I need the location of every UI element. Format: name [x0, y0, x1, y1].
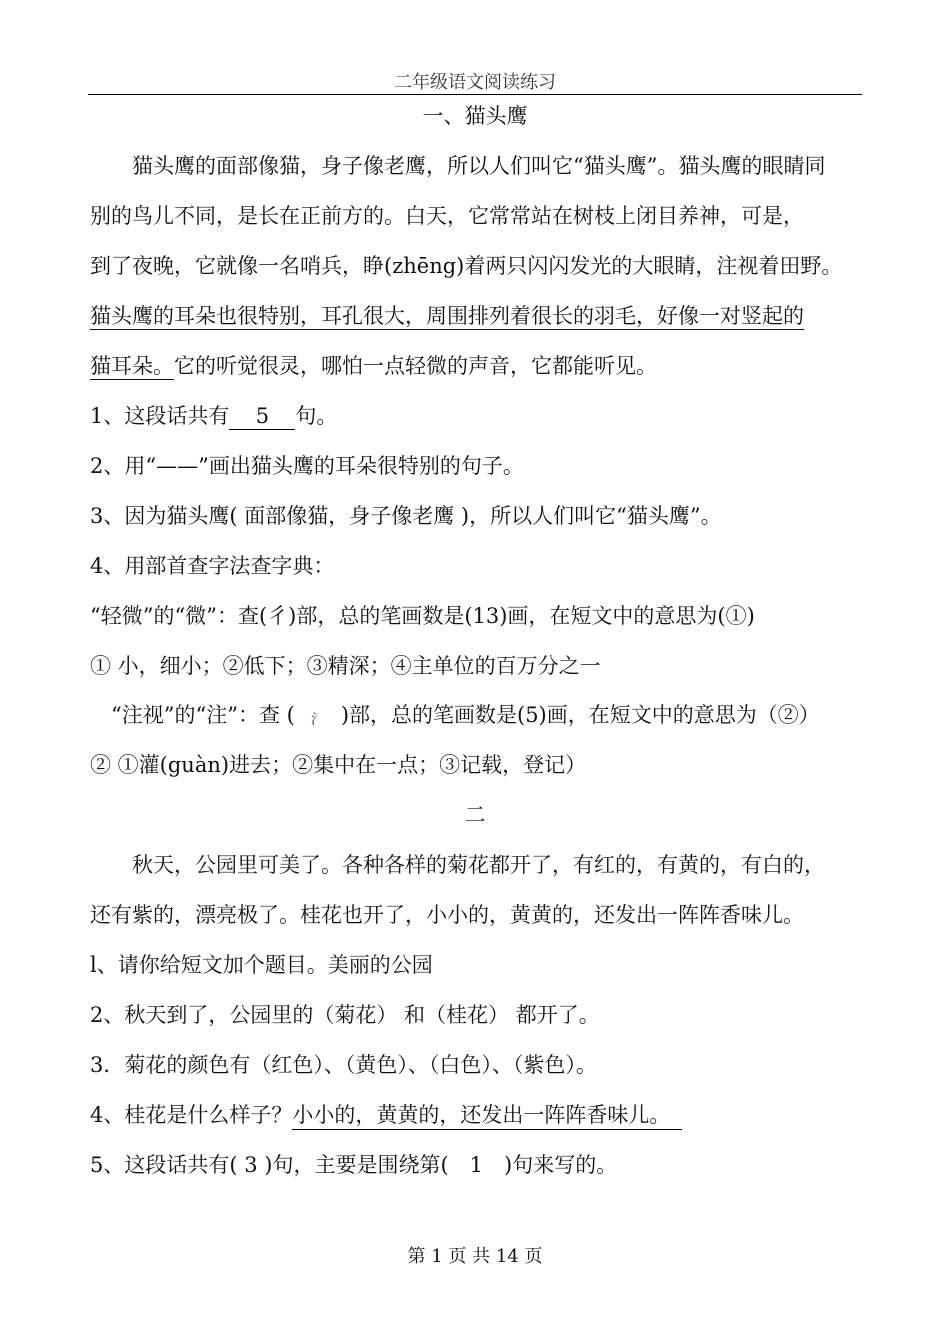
- question1-4b: [90, 700, 862, 735]
- passage1-line-3: 到了夜晚，它就像一名哨兵，睁(zhēng)着两只闪闪发光的大眼睛，注视着田野。: [90, 254, 843, 278]
- question1-1-prefix: 1、这段话共有: [90, 404, 230, 428]
- answer-blank: 5: [229, 403, 295, 430]
- question2-4-answer: 小小的，黄黄的，还发出一阵阵香味儿。: [292, 1103, 682, 1130]
- question2-1: l、请你给短文加个题目。美丽的公园: [90, 953, 433, 977]
- question1-4b-prefix: “注视”的“注”：查 (: [90, 703, 295, 727]
- passage1-line-5-rest: 它的听觉很灵，哪怕一点轻微的声音，它都能听见。: [174, 354, 657, 378]
- passage2-line-1: 秋天，公园里可美了。各种各样的菊花都开了，有红的，有黄的，有白的，: [90, 853, 825, 877]
- question1-4: 4、用部首查字法查字典：: [90, 554, 335, 578]
- question1-2: 2、用“——”画出猫头鹰的耳朵很特别的句子。: [90, 454, 524, 478]
- passage1-line-1: 猫头鹰的面部像猫，身子像老鹰，所以人们叫它“猫头鹰”。猫头鹰的眼睛同: [90, 154, 826, 178]
- underlined-sentence-end: 猫耳朵。: [90, 354, 174, 378]
- question2-4: [90, 1100, 862, 1130]
- section2-title: 二: [464, 803, 486, 827]
- passage1-line-5: [90, 351, 862, 381]
- passage1-line-4-underlined: 猫头鹰的耳朵也很特别，耳孔很大，周围排列着很长的羽毛，好像一对竖起的: [90, 304, 804, 328]
- passage1-line-2: 别的鸟儿不同，是长在正前方的。白天，它常常站在树枝上闭目养神，可是，: [90, 204, 804, 228]
- radical-answer: [295, 700, 341, 735]
- question1-4b-suffix: )部，总的笔画数是(5)画，在短文中的意思为（②）: [340, 703, 820, 727]
- question1-4b-options: ② ①灌(guàn)进去；②集中在一点；③记载，登记）: [90, 753, 587, 777]
- question1-4a-options: ① 小，细小；②低下；③精深；④主单位的百万分之一: [90, 654, 601, 678]
- question2-3: 3．菊花的颜色有（红色）、（黄色）、（白色）、（紫色）。: [90, 1053, 597, 1077]
- radical-glyph: 氵: [310, 712, 325, 728]
- question1-1: [90, 401, 862, 431]
- question1-1-suffix: 句。: [295, 404, 338, 428]
- question2-5: 5、这段话共有( 3 )句，主要是围绕第( 1 )句来写的。: [90, 1153, 618, 1177]
- running-header: 二年级语文阅读练习: [394, 72, 556, 93]
- question1-4a: “轻微”的“微”：查(彳)部，总的笔画数是(13)画，在短文中的意思为(①): [90, 604, 755, 628]
- header-rule: [88, 94, 862, 95]
- section1-title: 一、猫头鹰: [422, 104, 528, 128]
- passage2-line-2: 还有紫的，漂亮极了。桂花也开了，小小的，黄黄的，还发出一阵阵香味儿。: [90, 903, 804, 927]
- question2-2: 2、秋天到了，公园里的（菊花） 和（桂花） 都开了。: [90, 1003, 600, 1027]
- page-footer: 第 1 页 共 14 页: [407, 1246, 543, 1267]
- question2-4-prefix: 4、桂花是什么样子？: [90, 1103, 293, 1127]
- question1-3: 3、因为猫头鹰( 面部像猫，身子像老鹰 )，所以人们叫它“猫头鹰”。: [90, 504, 722, 528]
